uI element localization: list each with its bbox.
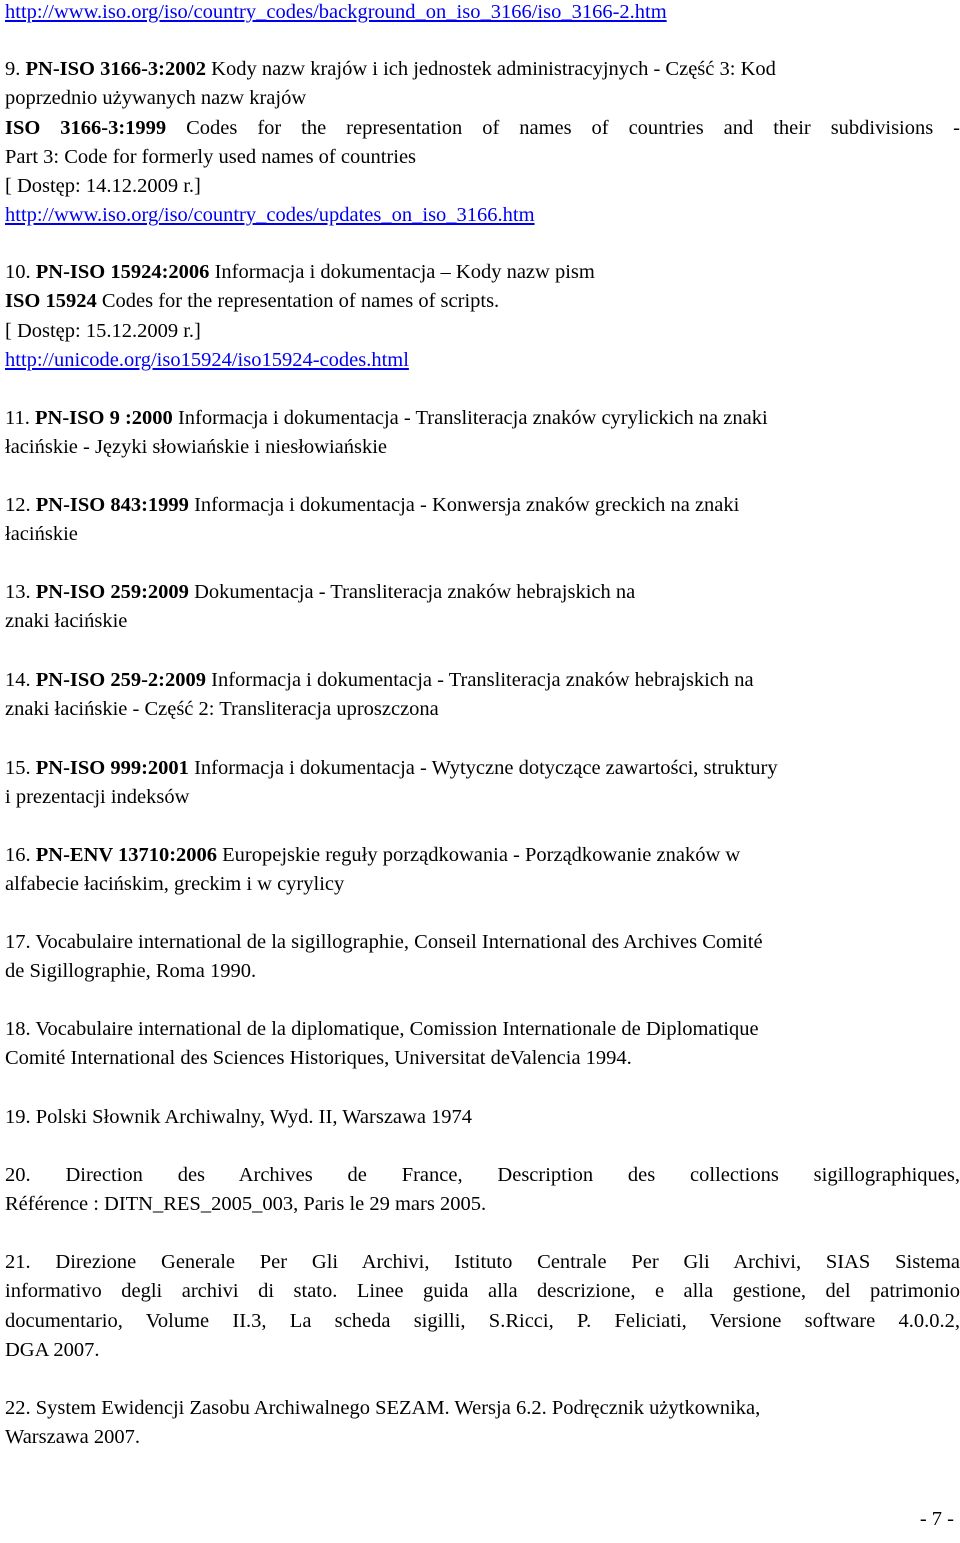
reference-item-9 [5,55,960,231]
reference-title-cont: documentario, Volume II.3, La scheda sigilli, S.Ricci, P. Feliciati, Versione software 4.0.0.2, [5,1309,960,1332]
reference-number: 14. [5,669,31,691]
reference-title: Direction des Archives de France, Description des collections sigillographiques, [65,1164,960,1186]
reference-title-cont: de Sigillographie, Roma 1990. [5,960,257,983]
standard-id: PN-ISO 3166-3:2002 [25,58,207,80]
standard-id: PN-ENV 13710:2006 [35,844,218,866]
reference-title: Codes for the representation of names of countries and their subdivisions - [186,116,960,139]
reference-title: Kody nazw krajów i ich jednostek administracyjnych - Część 3: Kod [211,58,776,80]
reference-link[interactable]: http://www.iso.org/iso/country_codes/updates_on_iso_3166.htm [5,204,535,227]
reference-title-cont: Référence : DITN_RES_2005_003, Paris le 29 mars 2005. [5,1193,487,1216]
reference-number: 11. [5,407,30,429]
reference-item-13 [5,578,960,637]
reference-title: Direzione Generale Per Gli Archivi, Istituto Centrale Per Gli Archivi, SIAS Sistema [55,1251,960,1273]
standard-id: PN-ISO 259:2009 [35,581,189,603]
reference-title-cont: łacińskie [5,523,78,546]
reference-title-cont: alfabecie łacińskim, greckim i w cyrylicy [5,873,345,896]
reference-item-17 [5,928,960,987]
reference-title-cont: Part 3: Code for formerly used names of countries [5,145,417,168]
reference-title: Codes for the representation of names of scripts. [101,290,500,313]
reference-item-15 [5,754,960,813]
reference-title-cont: DGA 2007. [5,1338,100,1361]
standard-id: PN-ISO 9 :2000 [35,407,173,429]
reference-title-cont: znaki łacińskie - Część 2: Transliteracja uproszczona [5,698,439,721]
standard-id: PN-ISO 999:2001 [35,757,189,779]
reference-title-cont: informativo degli archivi di stato. Linee guida alla descrizione, e alla gestione, del patrimonio [5,1280,960,1303]
reference-title-cont: Warszawa 2007. [5,1426,140,1449]
reference-number: 9. [5,58,21,80]
access-date: [ Dostęp: 14.12.2009 r.] [5,175,201,198]
reference-item-21 [5,1248,960,1365]
reference-title: Europejskie reguły porządkowania - Porządkowanie znaków w [222,844,741,866]
reference-item-18 [5,1015,960,1074]
reference-number: 22. [5,1397,31,1419]
reference-title-cont: poprzednio używanych nazw krajów [5,87,307,110]
reference-number: 13. [5,581,31,603]
reference-title: Informacja i dokumentacja – Kody nazw pism [214,261,595,283]
reference-title: Vocabulaire international de la sigillographie, Conseil International des Archives Comité [35,931,763,953]
standard-id: PN-ISO 259-2:2009 [35,669,207,691]
reference-number: 21. [5,1251,31,1273]
access-date: [ Dostęp: 15.12.2009 r.] [5,319,201,342]
reference-title-cont: znaki łacińskie [5,610,128,633]
reference-item-10 [5,258,960,375]
reference-number: 12. [5,494,31,516]
standard-id: PN-ISO 843:1999 [35,494,189,516]
reference-number: 15. [5,757,31,779]
reference-item-16 [5,841,960,900]
standard-id: PN-ISO 15924:2006 [35,261,210,283]
standard-id: ISO 15924 [5,290,97,313]
reference-item-22 [5,1394,960,1453]
reference-item-11 [5,404,960,463]
reference-title: Vocabulaire international de la diplomatique, Comission Internationale de Diplomatique [35,1018,759,1040]
reference-item-12 [5,491,960,550]
reference-title: Informacja i dokumentacja - Transliteracja znaków cyrylickich na znaki [177,407,768,429]
top-link[interactable]: http://www.iso.org/iso/country_codes/background_on_iso_3166/iso_3166-2.htm [5,1,667,23]
reference-title: System Ewidencji Zasobu Archiwalnego SEZAM. Wersja 6.2. Podręcznik użytkownika, [35,1397,761,1419]
reference-number: 17. [5,931,31,953]
reference-number: 19. [5,1106,31,1128]
reference-item-14 [5,666,960,725]
standard-id: ISO 3166-3:1999 [5,116,167,139]
reference-item-20 [5,1161,960,1220]
reference-item-19 [5,1103,960,1132]
reference-number: 18. [5,1018,31,1040]
reference-title-cont: Comité International des Sciences Historiques, Universitat deValencia 1994. [5,1047,632,1070]
page-number: - 7 - [919,1508,954,1530]
reference-title: Informacja i dokumentacja - Wytyczne dotyczące zawartości, struktury [194,757,778,779]
reference-title: Polski Słownik Archiwalny, Wyd. II, Warszawa 1974 [35,1106,473,1128]
reference-title: Informacja i dokumentacja - Konwersja znaków greckich na znaki [194,494,740,516]
reference-title: Informacja i dokumentacja - Transliteracja znaków hebrajskich na [211,669,754,691]
reference-title-cont: łacińskie - Języki słowiańskie i niesłowiańskie [5,436,388,459]
reference-number: 16. [5,844,31,866]
reference-title-cont: i prezentacji indeksów [5,786,190,809]
reference-link[interactable]: http://unicode.org/iso15924/iso15924-codes.html [5,348,409,371]
reference-number: 20. [5,1164,31,1186]
reference-title: Dokumentacja - Transliteracja znaków hebrajskich na [194,581,636,603]
reference-link-top [5,0,960,27]
reference-number: 10. [5,261,31,283]
